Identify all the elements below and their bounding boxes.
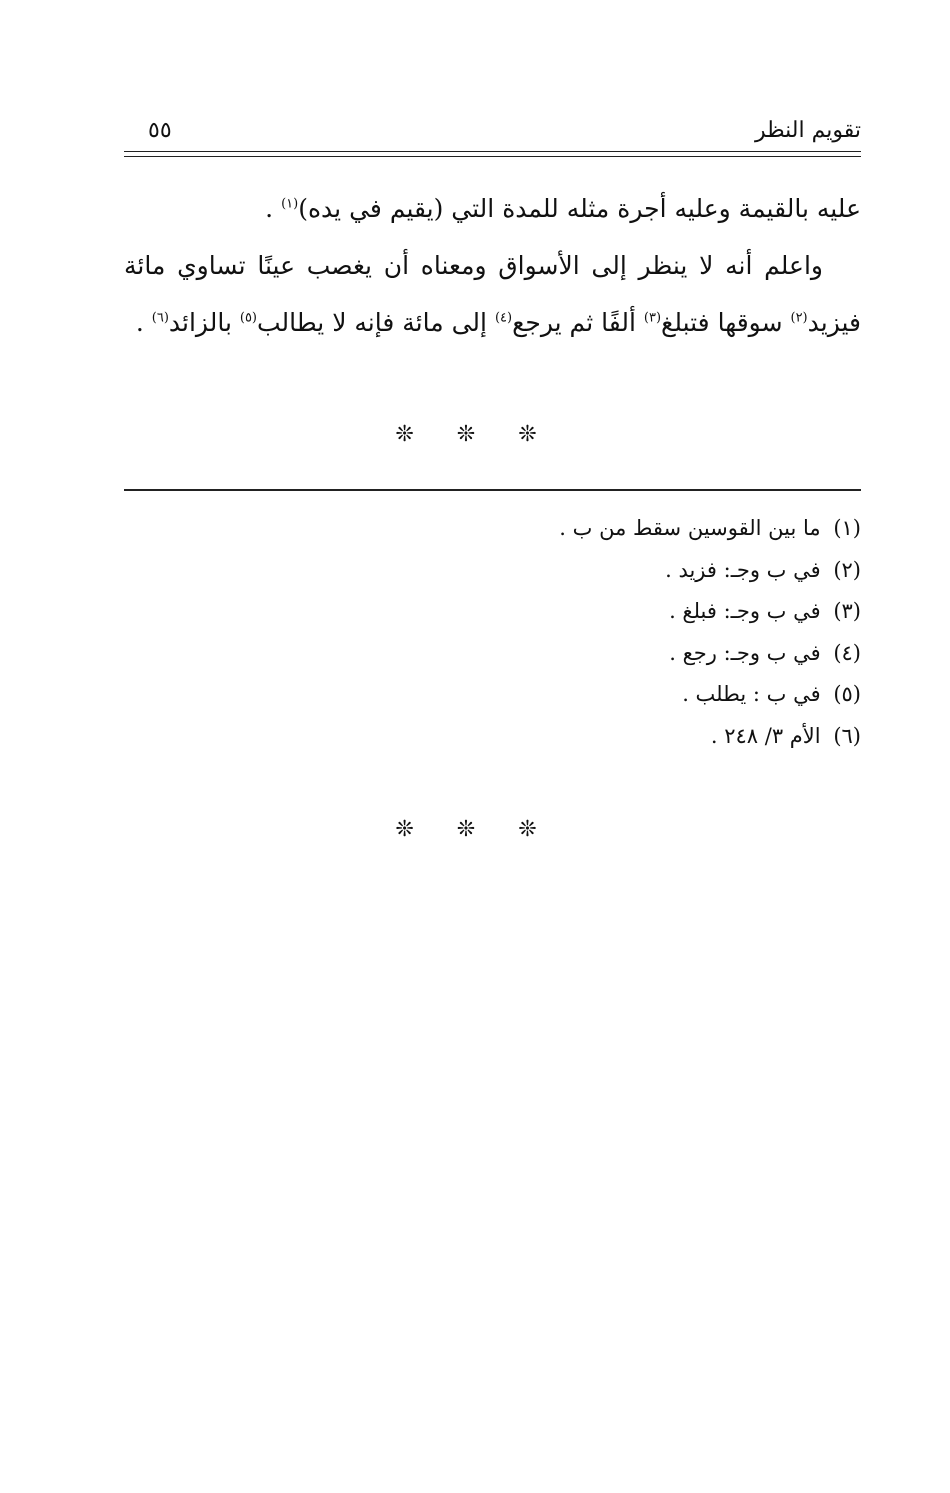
footnote-text: في ب وجـ: رجع . bbox=[669, 640, 821, 665]
footnote-item bbox=[124, 674, 861, 716]
paragraph-2-text-4: إلى مائة فإنه لا يطالب bbox=[257, 308, 495, 337]
paragraph-1-text: عليه بالقيمة وعليه أجرة مثله للمدة التي (يقيم في يده) bbox=[298, 194, 861, 223]
paragraph-2-text-5: بالزائد bbox=[168, 308, 240, 337]
footnote-ref-3: (٣) bbox=[643, 310, 662, 326]
footnote-item bbox=[124, 508, 861, 550]
page-number: ٥٥ bbox=[148, 118, 172, 143]
footnote-item bbox=[124, 633, 861, 675]
running-title: تقويم النظر bbox=[754, 118, 861, 143]
footnote-text: ما بين القوسين سقط من ب . bbox=[559, 516, 821, 540]
footnote-text: في ب : يطلب . bbox=[682, 682, 821, 706]
paragraph-1-end: . bbox=[265, 194, 282, 223]
main-text bbox=[124, 180, 861, 351]
footnote-ref-6: (٦) bbox=[151, 310, 169, 326]
footnote-ref-1: (١) bbox=[281, 196, 299, 212]
footnotes-list bbox=[124, 508, 861, 757]
header-rule-double bbox=[124, 156, 861, 157]
footnote-number: (٤) bbox=[833, 640, 861, 665]
footnote-item bbox=[124, 591, 861, 633]
footnote-rule bbox=[124, 489, 861, 491]
footnote-item bbox=[124, 550, 861, 592]
footnote-number: (٦) bbox=[833, 723, 861, 748]
footnote-ref-4: (٤) bbox=[494, 310, 513, 326]
paragraph-2-text-3: ألفًا ثم يرجع bbox=[512, 308, 644, 337]
footnote-number: (٢) bbox=[833, 557, 861, 582]
footnote-item bbox=[124, 716, 861, 758]
paragraph-2-text-2: سوقها فتبلغ bbox=[661, 308, 791, 337]
paragraph-2-end: . bbox=[135, 308, 152, 337]
end-separator: ❊ ❊ ❊ bbox=[395, 817, 555, 842]
paragraph-1 bbox=[124, 180, 861, 237]
section-separator: ❊ ❊ ❊ bbox=[395, 422, 555, 447]
footnote-text: في ب وجـ: فزيد . bbox=[665, 557, 821, 582]
page-header bbox=[124, 118, 861, 152]
footnote-ref-5: (٥) bbox=[239, 310, 257, 326]
footnote-number: (١) bbox=[833, 516, 861, 540]
header-rule bbox=[124, 151, 861, 152]
paragraph-2 bbox=[124, 237, 861, 351]
footnote-text: الأم ٣/ ٢٤٨ . bbox=[710, 723, 821, 748]
footnote-text: في ب وجـ: فبلغ . bbox=[669, 599, 821, 623]
footnote-number: (٥) bbox=[833, 682, 861, 706]
footnote-ref-2: (٢) bbox=[790, 310, 808, 326]
paragraph-2-text-1: واعلم أنه لا ينظر إلى الأسواق ومعناه أن يغصب عينًا تساوي مائة فيزيد bbox=[124, 251, 861, 337]
footnote-number: (٣) bbox=[833, 599, 861, 623]
